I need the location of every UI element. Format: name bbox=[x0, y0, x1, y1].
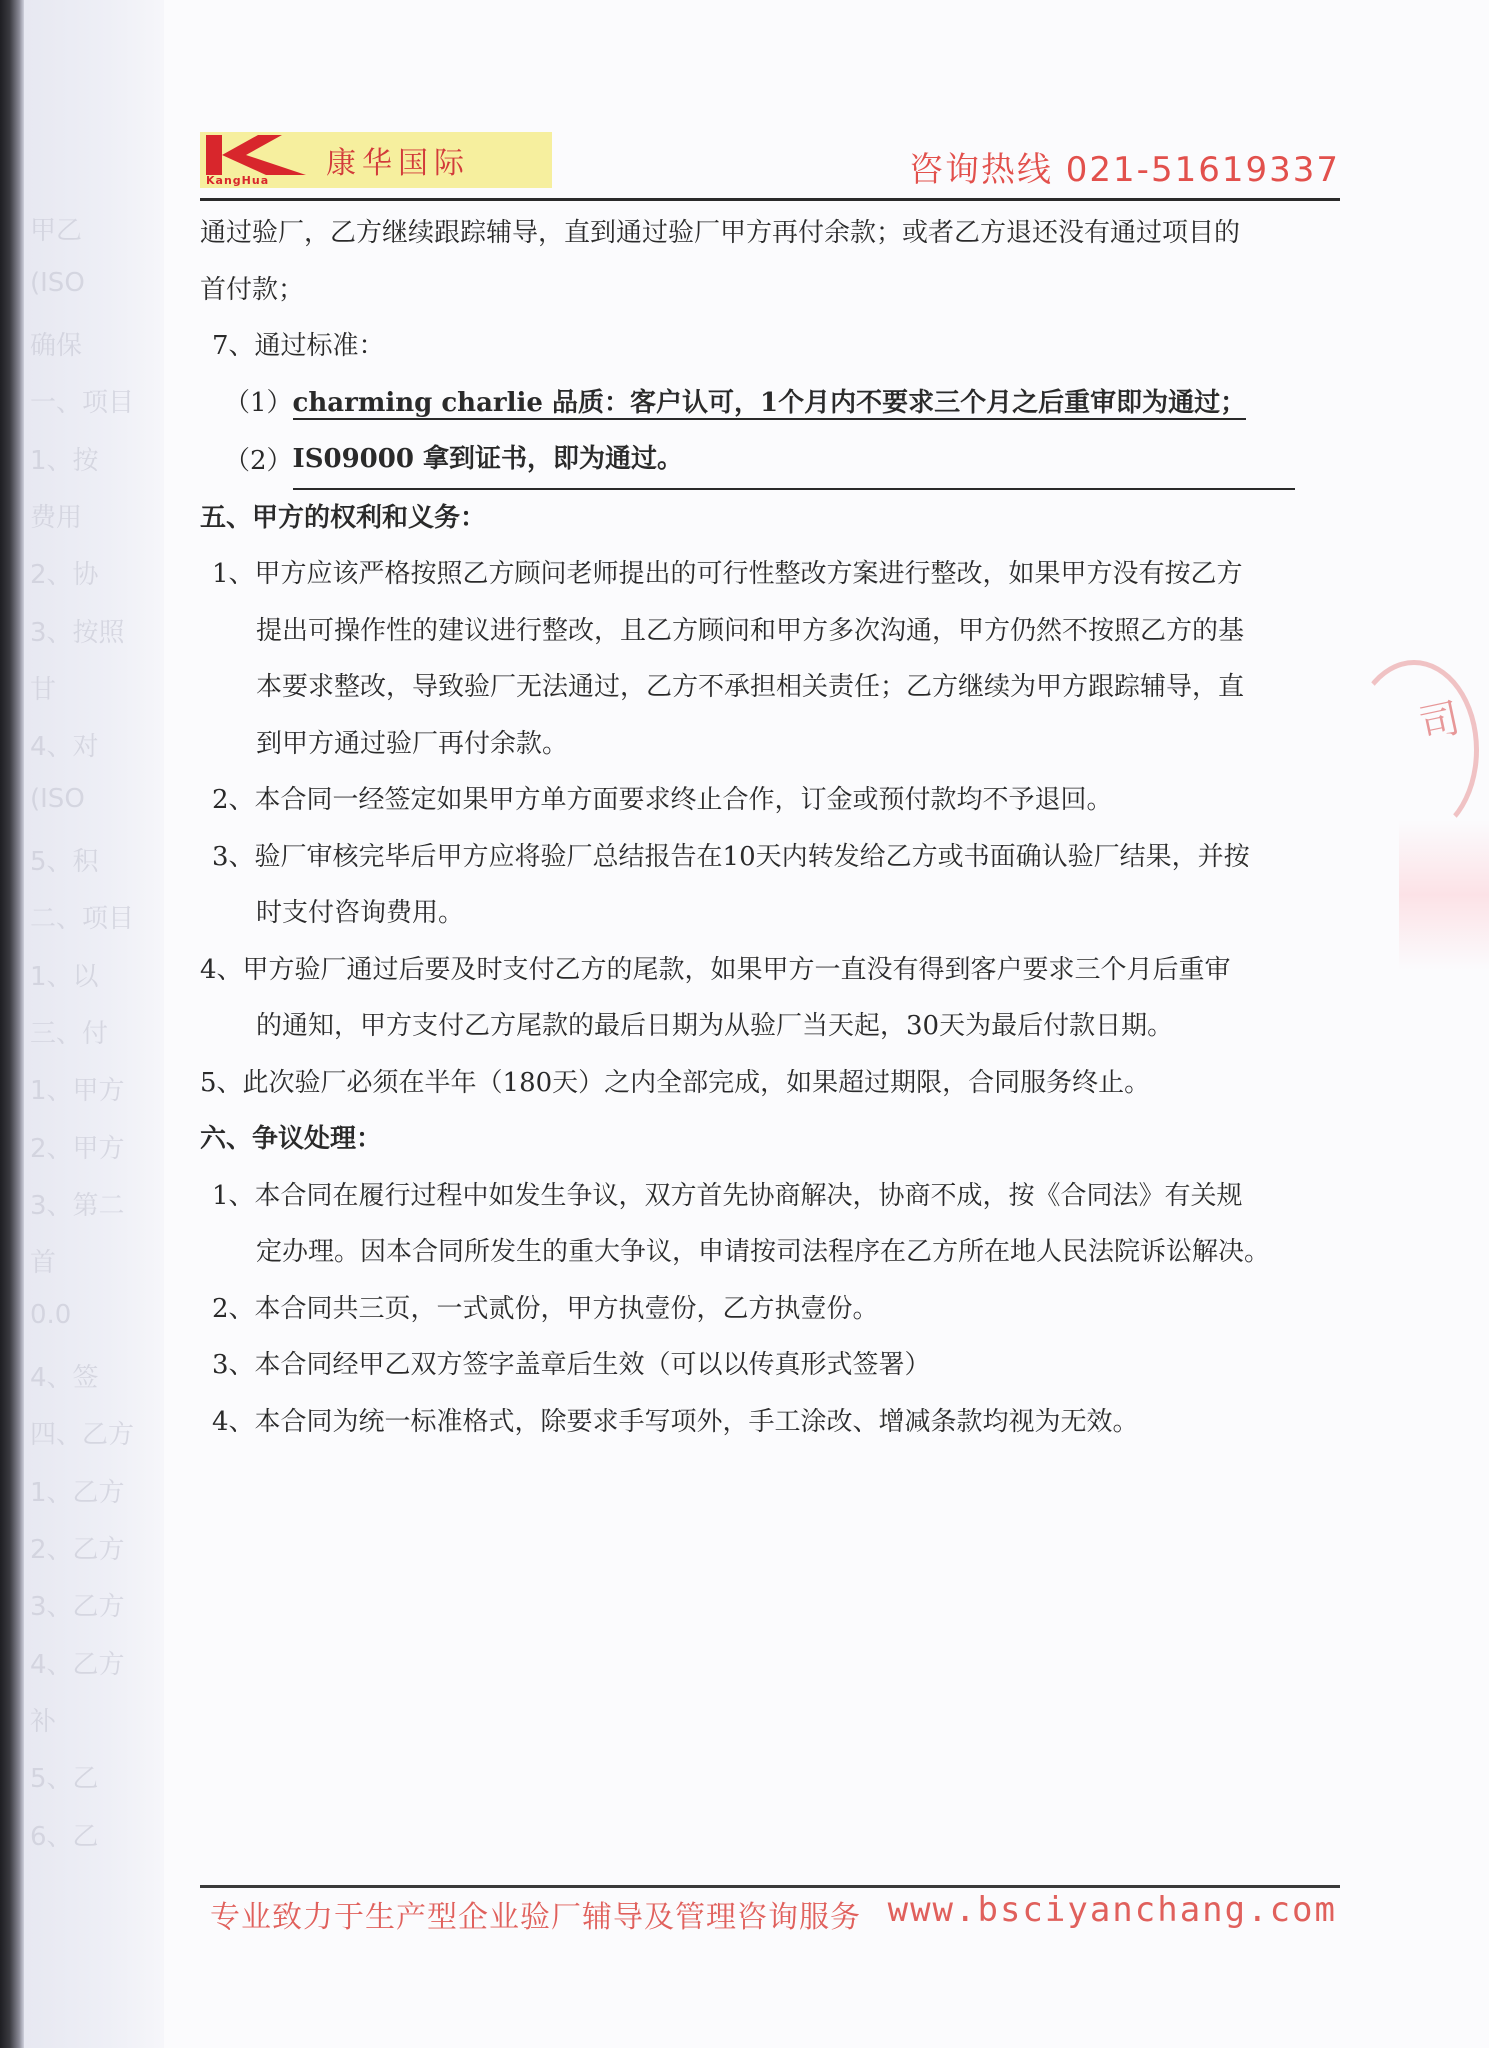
paragraph-line: 1、甲方应该严格按照乙方顾问老师提出的可行性整改方案进行整改，如果甲方没有按乙方 bbox=[212, 559, 1243, 589]
paragraph-line: 通过验厂，乙方继续跟踪辅导，直到通过验厂甲方再付余款；或者乙方退还没有通过项目的 bbox=[200, 218, 1241, 248]
seal-stamp-fragment bbox=[1349, 660, 1479, 840]
paragraph-line: 提出可操作性的建议进行整改，且乙方顾问和甲方多次沟通，甲方仍然不按照乙方的基 bbox=[256, 615, 1245, 646]
footer-divider bbox=[200, 1885, 1340, 1888]
standard-underline bbox=[293, 431, 1295, 490]
clause-heading: 7、通过标准： bbox=[212, 331, 385, 361]
ghost-text: 1、甲方 bbox=[30, 1076, 125, 1106]
footer-website: www.bsciyanchang.com bbox=[887, 1890, 1337, 1930]
ghost-text: 二、项目 bbox=[30, 904, 135, 934]
ghost-text: 甲乙 bbox=[30, 216, 83, 246]
ghost-text: 确保 bbox=[30, 331, 83, 361]
ghost-text: 0.0 bbox=[30, 1300, 72, 1330]
ghost-text: 2、甲方 bbox=[30, 1134, 125, 1164]
paragraph-line: 3、验厂审核完毕后甲方应将验厂总结报告在10天内转发给乙方或书面确认验厂结果，并按 bbox=[212, 841, 1250, 872]
section-heading: 六、争议处理： bbox=[200, 1124, 383, 1154]
ghost-text: 3、乙方 bbox=[30, 1592, 125, 1622]
ghost-text: 一、项目 bbox=[30, 388, 135, 418]
paragraph-line: 2、本合同共三页，一式贰份，甲方执壹份，乙方执壹份。 bbox=[212, 1293, 879, 1324]
ghost-text: 三、付 bbox=[30, 1019, 109, 1049]
ghost-text: 3、第二 bbox=[30, 1191, 125, 1221]
ghost-text: 4、乙方 bbox=[30, 1650, 125, 1680]
hotline: 咨询热线 021-51619337 bbox=[908, 150, 1340, 190]
paragraph-line: 2、本合同一经签定如果甲方单方面要求终止合作，订金或预付款均不予退回。 bbox=[212, 785, 1113, 815]
ghost-text: 补 bbox=[30, 1707, 57, 1737]
paragraph-line: 本要求整改，导致验厂无法通过，乙方不承担相关责任；乙方继续为甲方跟踪辅导，直 bbox=[256, 672, 1245, 702]
ghost-text: 1、以 bbox=[30, 962, 99, 992]
standard-item-2 bbox=[200, 431, 1340, 490]
binding-shadow bbox=[0, 0, 24, 2048]
paragraph-line: 1、本合同在履行过程中如发生争议，双方首先协商解决，协商不成，按《合同法》有关规 bbox=[212, 1180, 1243, 1211]
footer-slogan: 专业致力于生产型企业验厂辅导及管理咨询服务 bbox=[210, 1900, 861, 1935]
logo-text: 康华国际 bbox=[326, 146, 470, 181]
ghost-text: 1、按 bbox=[30, 446, 99, 476]
ghost-text: 2、协 bbox=[30, 560, 99, 590]
standard-text: IS09000 拿到证书，即为通过。 bbox=[292, 444, 683, 474]
ghost-text: 4、对 bbox=[30, 732, 99, 762]
blurred-mark bbox=[1399, 820, 1489, 970]
ghost-text: 1、乙方 bbox=[30, 1478, 125, 1508]
letterhead bbox=[200, 132, 1340, 202]
paragraph-line: 3、本合同经甲乙双方签字盖章后生效（可以以传真形式签署） bbox=[212, 1350, 931, 1380]
paragraph-line: 到甲方通过验厂再付余款。 bbox=[256, 728, 569, 759]
paragraph-line: 定办理。因本合同所发生的重大争议，申请按司法程序在乙方所在地人民法院诉讼解决。 bbox=[256, 1237, 1271, 1267]
header-divider bbox=[200, 198, 1340, 201]
logo-k-icon bbox=[200, 132, 312, 188]
paragraph-line: 4、本合同为统一标准格式，除要求手写项外，手工涂改、增减条款均视为无效。 bbox=[212, 1406, 1139, 1437]
standard-item-1 bbox=[200, 375, 1340, 432]
contract-body bbox=[200, 205, 1340, 1450]
ghost-text: 3、按照 bbox=[30, 618, 125, 648]
item-number: （2） bbox=[224, 446, 293, 476]
seal-stamp-text: 司 bbox=[1415, 695, 1465, 749]
paragraph-line: 时支付咨询费用。 bbox=[256, 898, 465, 928]
ghost-text: 首 bbox=[30, 1248, 57, 1278]
bleed-through-text bbox=[30, 160, 150, 1960]
paragraph-line: 4、甲方验厂通过后要及时支付乙方的尾款，如果甲方一直没有得到客户要求三个月后重审 bbox=[200, 954, 1231, 985]
ghost-text: 甘 bbox=[30, 675, 57, 705]
paragraph-line: 的通知，甲方支付乙方尾款的最后日期为从验厂当天起，30天为最后付款日期。 bbox=[256, 1011, 1174, 1041]
ghost-text: 6、乙 bbox=[30, 1822, 99, 1852]
ghost-text: 4、签 bbox=[30, 1363, 99, 1393]
ghost-text: 5、积 bbox=[30, 847, 99, 877]
item-number: （1） bbox=[224, 387, 293, 418]
company-logo bbox=[200, 132, 552, 188]
paragraph-line: 5、此次验厂必须在半年（180天）之内全部完成，如果超过期限，合同服务终止。 bbox=[200, 1067, 1151, 1098]
ghost-text: 2、乙方 bbox=[30, 1535, 125, 1565]
ghost-text: 5、乙 bbox=[30, 1764, 99, 1794]
ghost-text: (ISO bbox=[30, 268, 85, 298]
ghost-text: 四、乙方 bbox=[30, 1420, 135, 1450]
section-heading: 五、甲方的权利和义务： bbox=[200, 502, 487, 533]
standard-text: charming charlie 品质：客户认可，1个月内不要求三个月之后重审即为通过； bbox=[292, 387, 1247, 418]
paragraph-line: 首付款； bbox=[200, 274, 305, 305]
ghost-text: (ISO bbox=[30, 784, 85, 814]
logo-subtext: KangHua bbox=[206, 174, 270, 187]
ghost-text: 费用 bbox=[30, 503, 83, 533]
